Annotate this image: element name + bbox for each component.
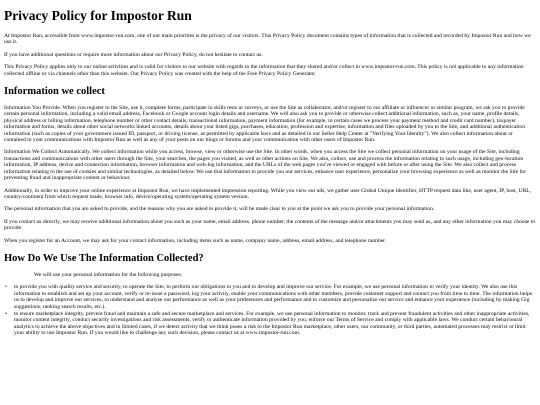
intro-section: [4, 33, 536, 77]
intro-paragraph: At Impostor Run, accessible from www.impostor-run.com, one of our main priorities is the privacy of our visitors. This Privacy Policy document contains types of information that is collected and recorded by Impostor Run and how we use it.: [4, 33, 531, 46]
list-item-text: to ensure marketplace integrity, prevent fraud and maintain a safe and secure marketplace and services. For example, we use personal information to monitor, track and prevent fraudulent activities and other inappropriate activities, monitor content integrity, conduct security investigations and risk assessments, verify or authenticate information provided by you, enforce our Terms of Service and comply with applicable laws. We conduct certain behavioural analytics to achieve the above objectives and in limited cases, if we detect activity that we think poses a risk to the Impostor Run marketplace, other users, our community, or third parties, automated processes may restrict or limit your ability to use Impostor Run. If you would like to challenge any such decision, please contact us at www.impostor-run.com.: [14, 310, 530, 337]
section-lead: We will use your personal information for the following purposes:: [34, 271, 183, 278]
section-paragraph: Information We Collect Automatically. We collect information while you access, browse, view or otherwise use the Site. In other words, when you access the Site we collect personal information on your usage of the Site, including transactions and communications with other users through the Site, your searches, the pages you visited, as well as other actions on Site. We also, collect, use and process the information relating to such usage, including geo-location information, IP address, device and connection information, browser information and web-log information, and the URLs of the web pages you've viewed or engaged with before or after using the Site. We also collect and process information relating to the use of cookies and similar technologies, as detailed below. We use that information to provide you our services, enhance user experience, personalize your browsing experience as well as monitor the Site for preventing fraud and inappropriate content or behaviour.: [4, 149, 527, 182]
section-heading: How Do We Use The Information Collected?: [4, 252, 204, 264]
bullet-icon: •: [5, 284, 7, 291]
list-item: [4, 311, 536, 337]
how-we-use-section: [4, 252, 536, 337]
list-item: [4, 284, 536, 310]
bullet-icon: •: [5, 310, 7, 317]
intro-paragraph: This Privacy Policy applies only to our online activities and is valid for visitors to our website with regards to the information that they shared and/or collect in www.impostor-run.com. This policy is not applicable to any information collected offline or via channels other than this website. Our Privacy Policy was created with the help of the Free Privacy Policy Generator.: [4, 64, 524, 77]
information-we-collect-section: [4, 85, 536, 244]
section-paragraph: When you register for an Account, we may ask for your contact information, including items such as name, company name, address, email address, and telephone number.: [4, 237, 387, 244]
intro-paragraph: If you have additional questions or require more information about our Privacy Policy, do not hesitate to contact us.: [4, 51, 263, 58]
section-paragraph: If you contact us directly, we may receive additional information about you such as your name, email address, phone number, the contents of the message and/or attachments you may send us, and any other information you may choose to provide.: [4, 218, 536, 232]
section-heading: Information we collect: [4, 86, 105, 98]
section-paragraph: Information You Provide. When you register to the Site, use it, complete forms, participate in skills tests or surveys, or use the Site as collaborator, and/or register to our affiliate or influencer or similar program, we ask you to provide certain personal information, including a valid email address, Facebook or Google account login details and username. We will also ask you to provide or otherwise collect additional information, such as, your name, profile details, physical address or billing information, telephone number or other contact details, transactional information, payment information (for example, in certain cases we process your payment method and credit card number), taxpayer information and forms, details about other social networks linked accounts, details about your listed gigs, purchases, education, profession and expertise, information and files uploaded by you to the Site, and additional authentication information (such as copies of your government issued ID, passport, or driving license, as permitted by applicable laws and as detailed in our Seller Help Center at "Verifying Your Identity"). We also collect information about or contained in your communications with Impostor Run as well as any of your posts on our blogs or forums and your communication with other users of Impostor Run.: [4, 105, 526, 144]
list-item-text: to provide you with quality service and security, to operate the Site, to perform our obligations to you and to develop and improve our service. For example, we use personal information to verify your identity. We also use this information to establish and set up your account, verify or re-issue a password, log your activity, enable your communications with other members, provide customer support and contact you from time to time. The information helps us to develop and improve our services, to understand and analyse our performance as well as your preferences and performance and to customize and personalize our service and enhance your experience (including by making Gig suggestions, ranking search results, etc.).: [14, 284, 532, 310]
page-title: Privacy Policy for Impostor Run: [4, 8, 192, 23]
section-paragraph: Additionally, in order to improve your online experience at Impostor Run, we have implemented impression reporting. While you view our ads, we gather user Global Unique Identifier, HTTP request data like, user agent, IP, host, URL, country/continent from which request made, browser info, device/operating system/operating system version.: [4, 187, 532, 200]
section-paragraph: The personal information that you are asked to provide, and the reasons why you are asked to provide it, will be made clear to you at the point we ask you to provide your personal information.: [4, 206, 435, 213]
purpose-list: [4, 284, 536, 336]
